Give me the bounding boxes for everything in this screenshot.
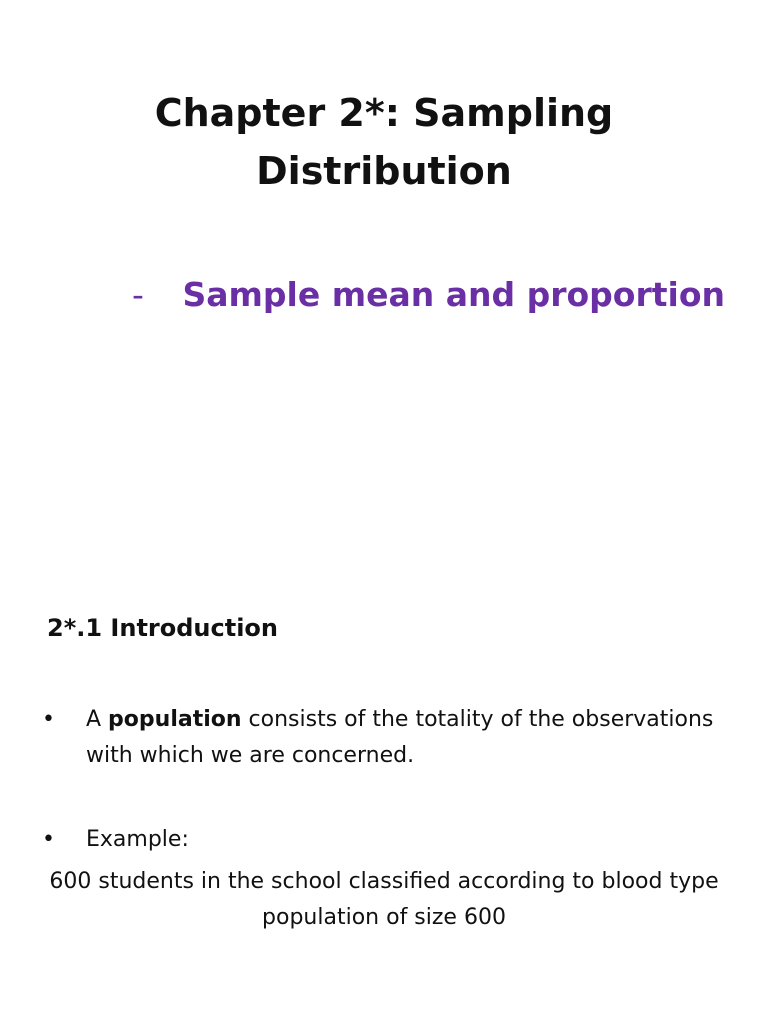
bullet-text-population [86, 702, 732, 774]
bold-term-population: population [108, 707, 242, 732]
slide-title-line-2: Distribution [256, 149, 512, 193]
bullet-prefix: A [86, 707, 109, 732]
slide-title [0, 84, 768, 200]
bullet-suffix: consists of the totality of the observations with which we are concerned. [86, 707, 714, 768]
bullet-text-example: Example: [86, 827, 189, 852]
example-detail-text: 600 students in the school classified according to blood type population of size 600 [49, 869, 719, 930]
bullet-marker: • [42, 707, 55, 732]
slide-subtitle [132, 270, 752, 320]
bullet-item-example [42, 822, 732, 858]
bullet-marker: • [42, 827, 55, 852]
bullet-item-population [42, 702, 732, 774]
subtitle-dash: - [132, 275, 144, 314]
slide-2 [0, 512, 768, 1024]
slide-title-line-1: Chapter 2*: Sampling [154, 91, 614, 135]
section-heading: 2*.1 Introduction [47, 614, 278, 642]
subtitle-text: Sample mean and proportion [182, 275, 726, 314]
